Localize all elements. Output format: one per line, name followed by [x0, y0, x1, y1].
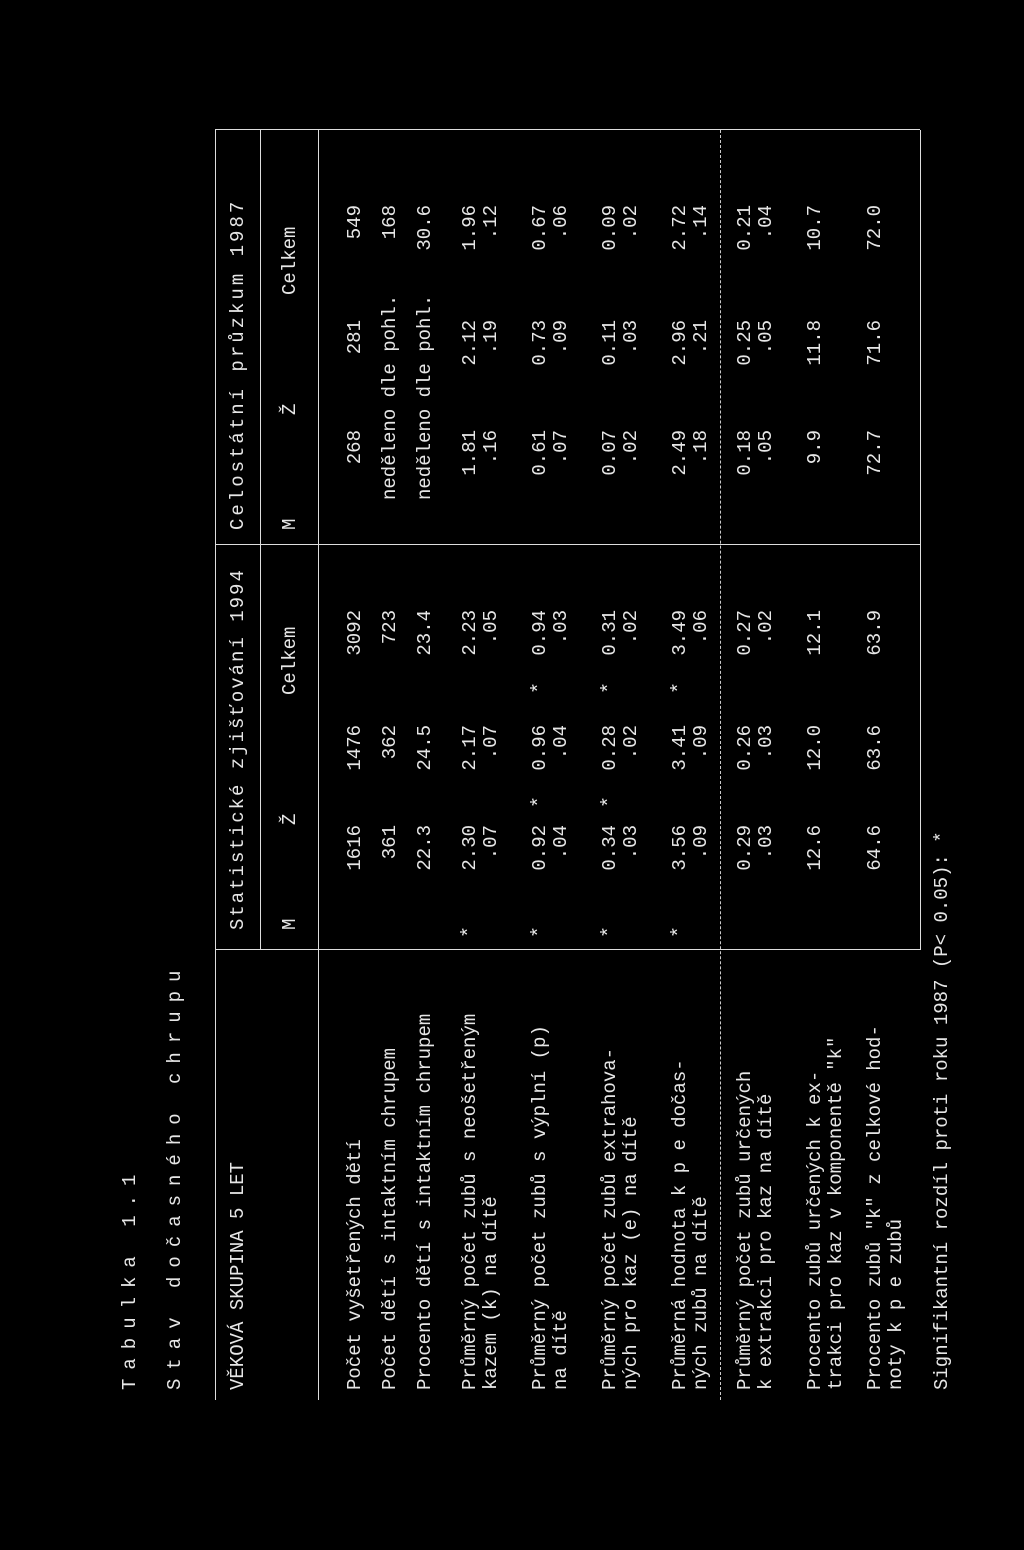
row-label: Procento zubů "k" z celkové hod-: [864, 1025, 886, 1390]
value-cell: 11.8: [804, 320, 826, 366]
significance-star-icon: *: [529, 926, 552, 939]
value-cell: 2.30: [459, 825, 481, 871]
row-label: Počet vyšetřených dětí: [344, 1139, 366, 1390]
row-label: k extrakci pro kaz na dítě: [755, 1093, 777, 1390]
value-cell: 2.49: [669, 430, 691, 476]
section-divider: [215, 544, 920, 545]
value-cell: 30.6: [414, 205, 436, 251]
value-cell: 1.96: [459, 205, 481, 251]
header-bottom-rule: [318, 130, 319, 1400]
std-error-cell: .02: [620, 725, 642, 760]
std-error-cell: .03: [550, 610, 572, 645]
col-total-1987: Celkem: [279, 226, 301, 295]
table-number: Tabulka 1.1: [119, 1165, 141, 1390]
value-cell: 0.61: [529, 430, 551, 476]
value-cell: 0.26: [734, 725, 756, 771]
significance-star-icon: *: [529, 796, 552, 809]
value-cell: 2.17: [459, 725, 481, 771]
std-error-cell: .03: [755, 725, 777, 760]
value-cell: 0.73: [529, 320, 551, 366]
value-cell: 24.5: [414, 725, 436, 771]
subheader-rule: [260, 130, 261, 950]
std-error-cell: .18: [690, 430, 712, 465]
merged-cell-note: neděleno dle pohl.: [379, 294, 401, 500]
value-cell: 0.07: [599, 430, 621, 476]
value-cell: 0.34: [599, 825, 621, 871]
significance-star-icon: *: [529, 682, 552, 695]
value-cell: 0.28: [599, 725, 621, 771]
value-cell: 63.6: [864, 725, 886, 771]
value-cell: 12.0: [804, 725, 826, 771]
row-label: kazem (k) na dítě: [480, 1196, 502, 1390]
std-error-cell: .02: [620, 205, 642, 240]
row-label: Průměrný počet zubů s neošetřeným: [459, 1013, 481, 1390]
std-error-cell: .02: [755, 610, 777, 645]
merged-cell-note: neděleno dle pohl.: [414, 294, 436, 500]
std-error-cell: .05: [755, 320, 777, 355]
value-cell: 0.09: [599, 205, 621, 251]
value-cell: 362: [379, 725, 401, 760]
std-error-cell: .04: [550, 725, 572, 760]
section-1994-heading: Statistické zjišťování 1994: [227, 568, 249, 930]
value-cell: 12.6: [804, 825, 826, 871]
value-cell: 549: [344, 205, 366, 240]
std-error-cell: .03: [755, 825, 777, 860]
value-cell: 9.9: [804, 430, 826, 465]
value-cell: 2.96: [669, 320, 691, 366]
rotated-table-sheet: [119, 100, 953, 1400]
significance-star-icon: *: [459, 926, 482, 939]
std-error-cell: .12: [480, 205, 502, 240]
std-error-cell: .16: [480, 430, 502, 465]
std-error-cell: .05: [480, 610, 502, 645]
std-error-cell: .02: [620, 430, 642, 465]
row-label: noty k p e zubů: [885, 1218, 907, 1390]
std-error-cell: .19: [480, 320, 502, 355]
value-cell: 0.18: [734, 430, 756, 476]
value-cell: 0.31: [599, 610, 621, 656]
std-error-cell: .09: [690, 825, 712, 860]
row-label: Průměrný počet zubů určených: [734, 1070, 756, 1390]
row-label: Procento dětí s intaktním chrupem: [414, 1013, 436, 1390]
table-bottom-rule: [920, 130, 921, 950]
value-cell: 0.29: [734, 825, 756, 871]
std-error-cell: .09: [690, 725, 712, 760]
value-cell: 0.27: [734, 610, 756, 656]
value-cell: 0.96: [529, 725, 551, 771]
significance-star-icon: *: [669, 682, 692, 695]
row-label: ných pro kaz (e) na dítě: [620, 1116, 642, 1390]
std-error-cell: .21: [690, 320, 712, 355]
col-m-1987: M: [279, 518, 301, 530]
value-cell: 72.0: [864, 205, 886, 251]
value-cell: 22.3: [414, 825, 436, 871]
dashed-separator: [720, 130, 721, 1400]
value-cell: 63.9: [864, 610, 886, 656]
std-error-cell: .07: [550, 430, 572, 465]
value-cell: 3092: [344, 610, 366, 656]
value-cell: 3.41: [669, 725, 691, 771]
row-label: Průměrný počet zubů s výplní (p): [529, 1025, 551, 1390]
value-cell: 3.56: [669, 825, 691, 871]
std-error-cell: .14: [690, 205, 712, 240]
col-z-1987: Ž: [279, 403, 301, 415]
value-cell: 0.94: [529, 610, 551, 656]
value-cell: 0.21: [734, 205, 756, 251]
table-title: Stav dočasného chrupu: [164, 961, 186, 1390]
value-cell: 1.81: [459, 430, 481, 476]
std-error-cell: .09: [550, 320, 572, 355]
col-z-1994: Ž: [279, 813, 301, 825]
value-cell: 12.1: [804, 610, 826, 656]
significance-star-icon: *: [669, 926, 692, 939]
significance-star-icon: *: [599, 796, 622, 809]
age-group-label: VĚKOVÁ SKUPINA 5 LET: [227, 1161, 249, 1390]
std-error-cell: .07: [480, 725, 502, 760]
std-error-cell: .02: [620, 610, 642, 645]
value-cell: 168: [379, 205, 401, 240]
significance-star-icon: *: [599, 682, 622, 695]
value-cell: 2.23: [459, 610, 481, 656]
std-error-cell: .05: [755, 430, 777, 465]
value-cell: 0.67: [529, 205, 551, 251]
value-cell: 0.92: [529, 825, 551, 871]
section-1987-heading: Celostátní průzkum 1987: [227, 198, 249, 530]
std-error-cell: .06: [690, 610, 712, 645]
value-cell: 723: [379, 610, 401, 645]
row-label: Průměrná hodnota k p e dočas-: [669, 1059, 691, 1390]
std-error-cell: .03: [620, 825, 642, 860]
std-error-cell: .04: [755, 205, 777, 240]
value-cell: 268: [344, 430, 366, 465]
row-label: ných zubů na dítě: [690, 1196, 712, 1390]
header-top-rule: [215, 130, 216, 1400]
value-cell: 0.25: [734, 320, 756, 366]
value-cell: 0.11: [599, 320, 621, 366]
std-error-cell: .03: [620, 320, 642, 355]
row-label: na dítě: [550, 1310, 572, 1390]
value-cell: 71.6: [864, 320, 886, 366]
std-error-cell: .07: [480, 825, 502, 860]
significance-star-icon: *: [599, 926, 622, 939]
row-label: Průměrný počet zubů extrahova-: [599, 1047, 621, 1390]
value-cell: 64.6: [864, 825, 886, 871]
row-label: Procento zubů určených k ex-: [804, 1070, 826, 1390]
value-cell: 281: [344, 320, 366, 355]
row-label: Počet dětí s intaktním chrupem: [379, 1047, 401, 1390]
std-error-cell: .06: [550, 205, 572, 240]
value-cell: 361: [379, 825, 401, 860]
value-cell: 72.7: [864, 430, 886, 476]
value-cell: 3.49: [669, 610, 691, 656]
value-cell: 10.7: [804, 205, 826, 251]
col-m-1994: M: [279, 918, 301, 930]
label-column-divider: [215, 949, 920, 950]
std-error-cell: .04: [550, 825, 572, 860]
footnote: Signifikantní rozdíl proti roku 1987 (P< 0.05): *: [931, 831, 953, 1390]
value-cell: 1616: [344, 825, 366, 871]
value-cell: 2.72: [669, 205, 691, 251]
right-border: [215, 129, 920, 130]
row-label: trakci pro kaz v komponentě "k": [825, 1036, 847, 1390]
col-total-1994: Celkem: [279, 626, 301, 695]
value-cell: 1476: [344, 725, 366, 771]
value-cell: 23.4: [414, 610, 436, 656]
value-cell: 2.12: [459, 320, 481, 366]
